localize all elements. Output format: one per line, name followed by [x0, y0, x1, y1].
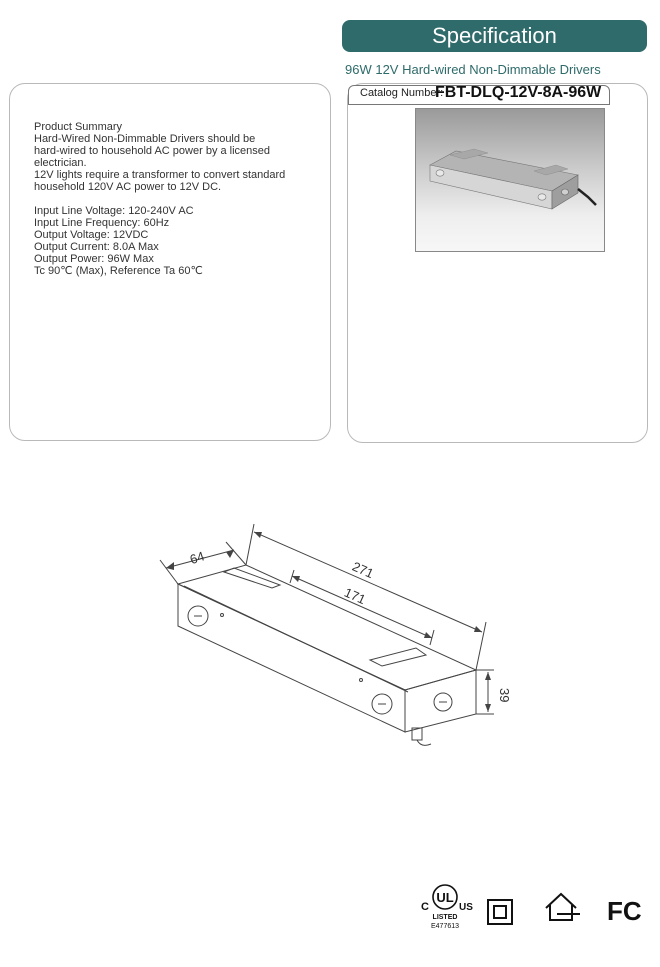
spec-output-current: Output Current: 8.0A Max: [34, 241, 159, 253]
driver-photo-illustration: [416, 109, 604, 251]
summary-line: electrician.: [34, 157, 87, 169]
dimension-height-label: 39: [497, 688, 512, 703]
catalog-label: Catalog Number:: [360, 87, 444, 99]
ul-listed-text: LISTED: [432, 914, 458, 921]
ul-mark-text: UL: [436, 890, 454, 905]
spec-input-frequency: Input Line Frequency: 60Hz: [34, 217, 170, 229]
double-insulation-icon: [488, 900, 512, 924]
page-title: Specification: [342, 20, 647, 52]
dimension-width-label: 64: [187, 548, 207, 568]
dimension-length-label: 271: [350, 558, 376, 582]
fcc-text: FC: [607, 896, 642, 926]
fcc-icon: [607, 896, 642, 926]
ul-us-text: US: [459, 902, 473, 913]
spec-output-voltage: Output Voltage: 12VDC: [34, 229, 149, 241]
certification-marks: [415, 880, 655, 940]
product-subtitle: 96W 12V Hard-wired Non-Dimmable Drivers: [345, 62, 601, 77]
ul-listed-icon: [421, 885, 473, 930]
summary-line: household 120V AC power to 12V DC.: [34, 181, 222, 193]
summary-line: hard-wired to household AC power by a licensed: [34, 145, 271, 157]
spec-temperature: Tc 90℃ (Max), Reference Ta 60℃: [34, 265, 203, 277]
spec-input-voltage: Input Line Voltage: 120-240V AC: [34, 205, 194, 217]
summary-line: Hard-Wired Non-Dimmable Drivers should be: [34, 133, 256, 145]
ul-file-number: E477613: [430, 923, 460, 930]
dimension-drawing: [150, 510, 510, 770]
product-summary: [34, 121, 319, 277]
product-photo: [415, 108, 605, 252]
summary-line: 12V lights require a transformer to convert standard: [34, 169, 286, 181]
spec-output-power: Output Power: 96W Max: [34, 253, 154, 265]
catalog-number: FBT-DLQ-12V-8A-96W: [435, 84, 602, 101]
indoor-use-icon: [546, 894, 580, 920]
summary-heading: Product Summary: [34, 121, 123, 133]
dimension-inner-length-label: 171: [342, 584, 368, 608]
ul-c-text: C: [421, 901, 429, 913]
